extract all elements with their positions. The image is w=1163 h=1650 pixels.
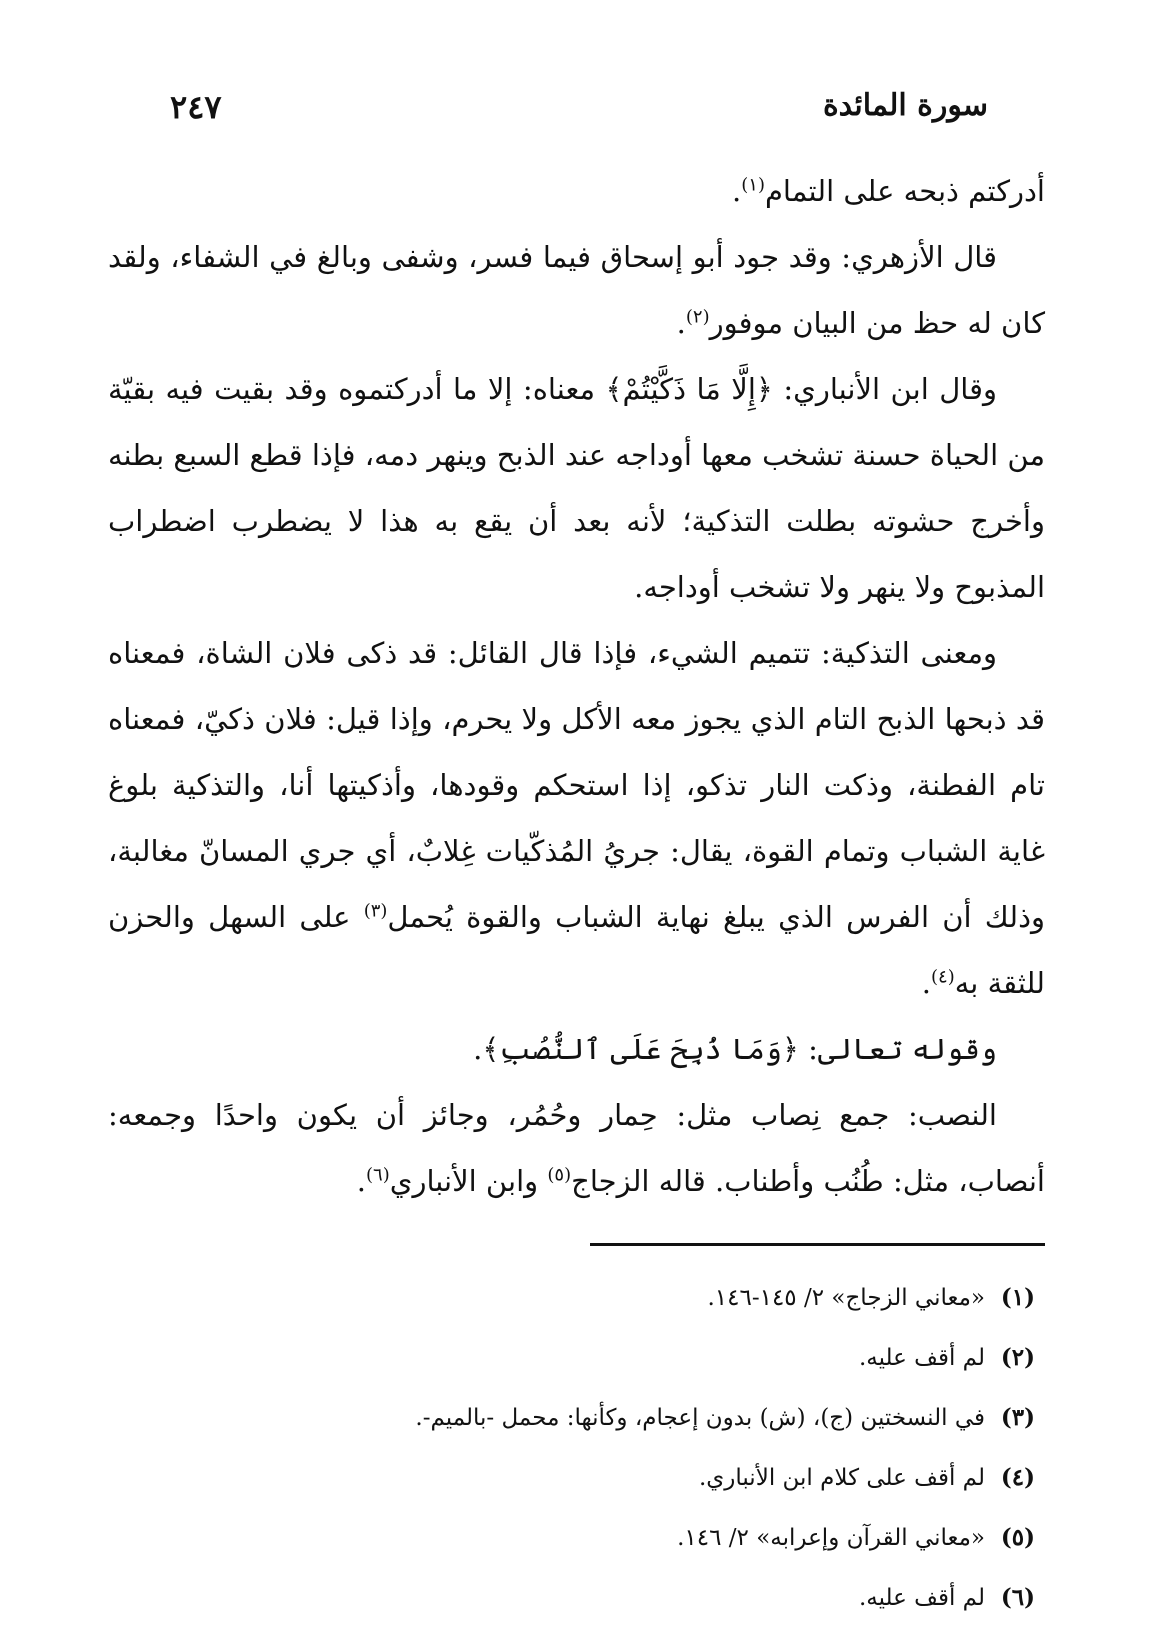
paragraph-3 xyxy=(108,356,1045,620)
paragraph-5 xyxy=(108,1016,1045,1082)
footnote-text: لم أقف عليه. xyxy=(858,1345,985,1371)
footnote-number: (٢) xyxy=(1000,1344,1035,1371)
paragraph-1-end: . xyxy=(732,174,742,208)
paragraph-3-text: معناه: إلا ما أدركتموه وقد بقيت فيه بقيّة من الحياة حسنة تشخب معها أوداجه عند الذبح وينهر دمه، فإذا قطع السبع بطنه وأخرج حشوته بطلت التذكية؛ لأنه بعد أن يقع به هذا لا يضطرب اضطراب المذبوح ولا ينهر ولا تشخب أوداجه. xyxy=(108,372,1045,604)
paragraph-4-text-cont: على السهل والحزن للثقة به xyxy=(108,900,1045,1000)
paragraph-4-end: . xyxy=(921,966,932,1000)
paragraph-1 xyxy=(108,158,1045,224)
footnote-text: لم أقف على كلام ابن الأنباري. xyxy=(698,1465,985,1491)
footnote-ref-6: (٦) xyxy=(366,1164,390,1186)
footnote-divider xyxy=(590,1243,1045,1246)
footnote-number: (٣) xyxy=(1000,1404,1035,1431)
footnote-number: (١) xyxy=(1000,1284,1035,1311)
paragraph-6 xyxy=(108,1082,1045,1214)
footnote-ref-1: (١) xyxy=(741,174,765,196)
footnote-number: (٦) xyxy=(1000,1584,1035,1611)
paragraph-6-end: . xyxy=(356,1164,367,1198)
footnote-ref-2: (٢) xyxy=(685,306,710,328)
footnote-ref-5: (٥) xyxy=(547,1164,572,1186)
quran-quote-2: ﴿وَمَا ذُبِحَ عَلَى ٱلنُّصُبِ﴾ xyxy=(482,1032,799,1066)
page-header xyxy=(170,88,988,138)
footnote-4 xyxy=(108,1448,1035,1508)
footnote-text: «معاني القرآن وإعرابه» ٢/ ١٤٦. xyxy=(677,1525,985,1551)
paragraph-2-text: قال الأزهري: وقد جود أبو إسحاق فيما فسر، وشفى وبالغ في الشفاء، ولقد كان له حظ من البيان موفور xyxy=(108,240,1045,340)
footnote-number: (٥) xyxy=(1000,1524,1035,1551)
footnotes xyxy=(108,1268,1035,1628)
surah-running-title: سورة المائدة xyxy=(822,88,988,123)
quran-quote-1: ﴿إِلَّا مَا ذَكَّيْتُمْ﴾ xyxy=(605,372,773,406)
footnote-text: في النسختين (ج)، (ش) بدون إعجام، وكأنها: محمل -بالميم-. xyxy=(415,1405,985,1431)
footnote-ref-4: (٤) xyxy=(931,966,955,988)
footnote-6 xyxy=(108,1568,1035,1628)
footnote-5 xyxy=(108,1508,1035,1568)
page-number: ٢٤٧ xyxy=(170,88,222,126)
paragraph-3-intro: وقال ابن الأنباري: xyxy=(772,372,997,406)
footnote-ref-3: (٣) xyxy=(363,900,388,922)
main-text xyxy=(108,158,1045,1214)
paragraph-2 xyxy=(108,224,1045,356)
paragraph-6-text: النصب: جمع نِصاب مثل: حِمار وحُمُر، وجائز أن يكون واحدًا وجمعه: أنصاب، مثل: طُنُب وأطناب. قاله الزجاج xyxy=(108,1098,1045,1198)
paragraph-5-end: . xyxy=(473,1032,483,1066)
footnote-1 xyxy=(108,1268,1035,1328)
paragraph-4-text: ومعنى التذكية: تتميم الشيء، فإذا قال القائل: قد ذكى فلان الشاة، فمعناه قد ذبحها الذبح التام الذي يجوز معه الأكل ولا يحرم، وإذا قيل: فلان ذكيّ، فمعناه تام الفطنة، وذكت النار تذكو، إذا استحكم وقودها، وأذكيتها أنا، والتذكية بلوغ غاية الشباب وتمام القوة، يقال: جريُ المُذكّيات غِلابٌ، أي جري المسانّ مغالبة، وذلك أن الفرس الذي يبلغ نهاية الشباب والقوة يُحمل xyxy=(108,636,1045,934)
paragraph-2-end: . xyxy=(676,306,686,340)
footnote-3 xyxy=(108,1388,1035,1448)
footnote-2 xyxy=(108,1328,1035,1388)
footnote-text: «معاني الزجاج» ٢/ ١٤٥-١٤٦. xyxy=(707,1285,985,1311)
paragraph-6-text-cont: وابن الأنباري xyxy=(389,1164,548,1198)
footnote-number: (٤) xyxy=(1000,1464,1035,1491)
paragraph-5-intro: وقوله تعالى: xyxy=(798,1032,997,1066)
paragraph-4 xyxy=(108,620,1045,1016)
footnote-text: لم أقف عليه. xyxy=(858,1585,985,1611)
paragraph-1-text: أدركتم ذبحه على التمام xyxy=(764,174,1045,208)
